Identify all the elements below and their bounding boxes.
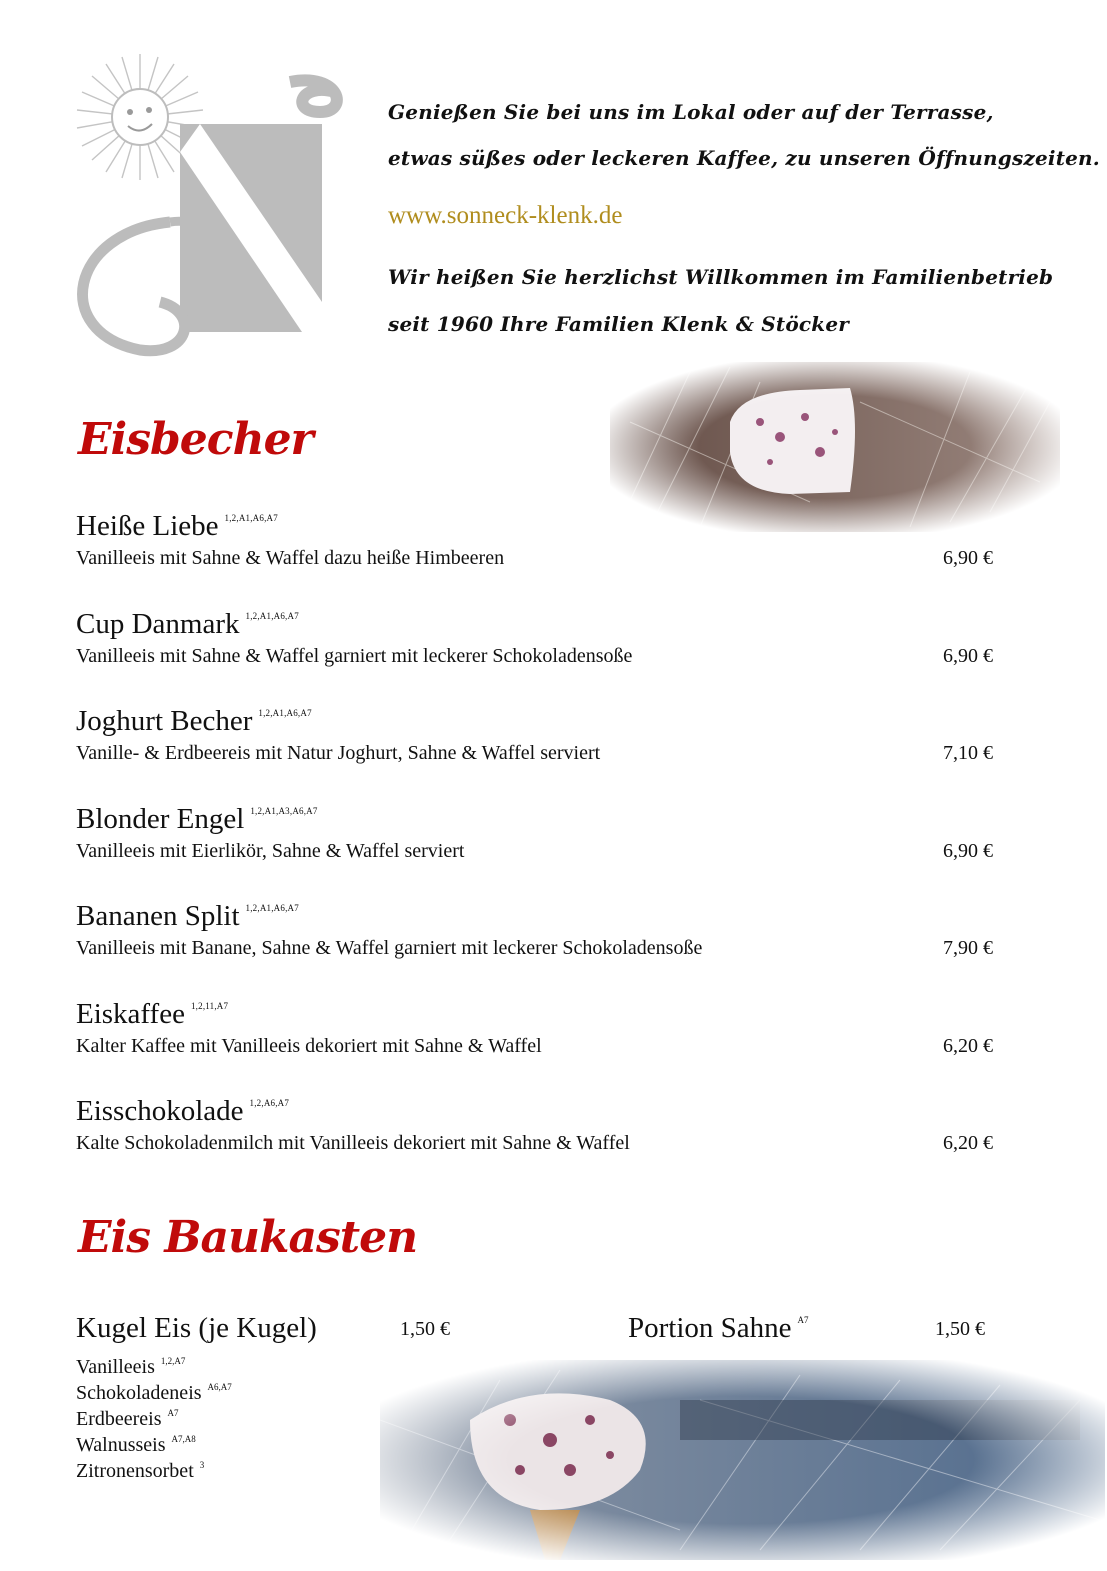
allergen-codes: 1,2,A1,A6,A7 <box>258 708 312 718</box>
section-title-eisbecher: Eisbecher <box>78 414 313 465</box>
item-name: Joghurt Becher $^{1,2,A1,A6,A7}$ <box>76 705 312 737</box>
item-price: 6,20 € <box>943 1035 993 1057</box>
item-name: Eisschokolade $^{1,2,A6,A7}$ <box>76 1095 290 1127</box>
allergen-codes: 1,2,A1,A6,A7 <box>245 903 299 913</box>
menu-item <box>76 998 996 1073</box>
allergen-codes: A7 <box>167 1408 179 1418</box>
website-link[interactable]: www.sonneck-klenk.de <box>388 202 623 229</box>
flavor-item: Erdbeereis $^{A7}$ <box>76 1408 179 1430</box>
kugel-eis-price: 1,50 € <box>400 1318 450 1340</box>
allergen-codes: 1,2,11,A7 <box>190 1001 229 1011</box>
flavor-item: Zitronensorbet $^3$ <box>76 1460 205 1482</box>
intro-text-line-1: Genießen Sie bei uns im Lokal oder auf der Terrasse, <box>388 100 994 124</box>
item-name: Cup Danmark $^{1,2,A1,A6,A7}$ <box>76 608 299 640</box>
item-description: Vanilleeis mit Sahne & Waffel garniert mit leckerer Schokoladensoße <box>76 645 633 667</box>
flavor-item: Vanilleeis $^{1,2,A7}$ <box>76 1356 186 1378</box>
sonneck-logo <box>50 52 350 362</box>
allergen-codes: 3 <box>199 1460 205 1470</box>
item-price: 7,10 € <box>943 742 993 764</box>
section-title-eis-baukasten: Eis Baukasten <box>78 1212 418 1263</box>
menu-item <box>76 803 996 878</box>
allergen-codes: A6,A7 <box>207 1382 232 1392</box>
item-name: Heiße Liebe $^{1,2,A1,A6,A7}$ <box>76 510 278 542</box>
item-description: Vanilleeis mit Eierlikör, Sahne & Waffel serviert <box>76 840 465 862</box>
menu-item <box>76 705 996 780</box>
item-description: Kalte Schokoladenmilch mit Vanilleeis dekoriert mit Sahne & Waffel <box>76 1132 630 1154</box>
item-name: Blonder Engel $^{1,2,A1,A3,A6,A7}$ <box>76 803 318 835</box>
ice-cream-photo-top <box>610 362 1060 532</box>
item-description: Vanilleeis mit Banane, Sahne & Waffel garniert mit leckerer Schokoladensoße <box>76 937 703 959</box>
portion-sahne-price: 1,50 € <box>935 1318 985 1340</box>
item-description: Vanille- & Erdbeereis mit Natur Joghurt, Sahne & Waffel serviert <box>76 742 601 764</box>
item-description: Kalter Kaffee mit Vanilleeis dekoriert mit Sahne & Waffel <box>76 1035 542 1057</box>
allergen-codes: 1,2,A1,A6,A7 <box>224 513 278 523</box>
item-name: Bananen Split $^{1,2,A1,A6,A7}$ <box>76 900 299 932</box>
welcome-text-line-1: Wir heißen Sie herzlichst Willkommen im Familienbetrieb <box>388 265 1054 289</box>
flavor-item: Schokoladeneis $^{A6,A7}$ <box>76 1382 232 1404</box>
menu-item <box>76 900 996 975</box>
item-price: 6,90 € <box>943 645 993 667</box>
allergen-codes: A7,A8 <box>171 1434 196 1444</box>
menu-item <box>76 608 996 683</box>
welcome-text-line-2: seit 1960 Ihre Familien Klenk & Stöcker <box>388 312 849 336</box>
item-price: 6,90 € <box>943 840 993 862</box>
intro-text-line-2: etwas süßes oder leckeren Kaffee, zu unseren Öffnungszeiten. <box>388 146 1100 170</box>
menu-item <box>76 1095 996 1170</box>
flavor-item: Walnusseis $^{A7,A8}$ <box>76 1434 196 1456</box>
item-price: 6,20 € <box>943 1132 993 1154</box>
allergen-codes: A7 <box>797 1315 809 1325</box>
allergen-codes: 1,2,A7 <box>160 1356 186 1366</box>
allergen-codes: 1,2,A6,A7 <box>249 1098 290 1108</box>
item-price: 7,90 € <box>943 937 993 959</box>
ice-cream-photo-bottom <box>380 1360 1105 1560</box>
item-name: Eiskaffee $^{1,2,11,A7}$ <box>76 998 229 1030</box>
allergen-codes: 1,2,A1,A6,A7 <box>245 611 299 621</box>
portion-sahne-label: Portion Sahne $^{A7}$ <box>628 1312 809 1344</box>
allergen-codes: 1,2,A1,A3,A6,A7 <box>250 806 318 816</box>
kugel-eis-label: Kugel Eis (je Kugel) <box>76 1312 317 1344</box>
item-description: Vanilleeis mit Sahne & Waffel dazu heiße Himbeeren <box>76 547 505 569</box>
item-price: 6,90 € <box>943 547 993 569</box>
menu-item <box>76 510 996 585</box>
